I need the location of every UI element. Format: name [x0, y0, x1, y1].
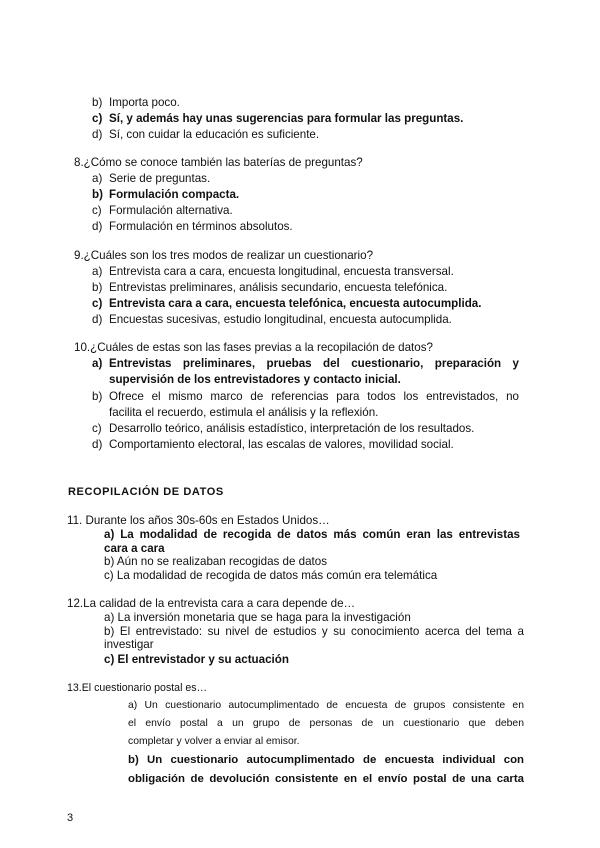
q10-text: 10.¿Cuáles de estas son las fases previas a la recopilación de datos? [74, 341, 433, 354]
q13-option-b-line1: b) Un cuestionario autocumplimentado de encuesta individual con [128, 754, 524, 766]
option-text: Comportamiento electoral, las escalas de valores, movilidad social. [109, 438, 454, 451]
option-text: Formulación en términos absolutos. [109, 220, 293, 233]
q13-option-a-line2: el envío postal a un grupo de personas de un cuestionario que deben [128, 718, 524, 729]
option-letter: a) [92, 357, 103, 370]
q13-option-a-line3: completar y volver a enviar al emisor. [128, 736, 300, 747]
q12-text: 12.La calidad de la entrevista cara a cara depende de… [67, 597, 356, 610]
page-number: 3 [67, 812, 74, 824]
q13-text: 13.El cuestionario postal es… [67, 682, 208, 694]
q11-option-c: c) La modalidad de recogida de datos más común era telemática [104, 569, 438, 582]
option-text: Entrevistas preliminares, análisis secundario, encuesta telefónica. [109, 281, 448, 294]
q9-text: 9.¿Cuáles son los tres modos de realizar un cuestionario? [74, 249, 374, 262]
q11-option-a-line2: cara a cara [104, 542, 165, 555]
option-letter: b) [92, 188, 103, 201]
option-text-line1: Ofrece el mismo marco de referencias para todos los entrevistados, no [109, 390, 519, 403]
option-text: Sí, y además hay unas sugerencias para formular las preguntas. [109, 112, 464, 125]
option-text: Sí, con cuidar la educación es suficiente. [109, 128, 320, 141]
option-text: Entrevista cara a cara, encuesta telefónica, encuesta autocumplida. [109, 297, 482, 310]
option-text: Importa poco. [109, 96, 180, 109]
q12-option-b-line2: investigar [104, 638, 154, 651]
q11-option-a-line1: a) La modalidad de recogida de datos más común eran las entrevistas [104, 528, 520, 541]
option-text: Serie de preguntas. [109, 172, 211, 185]
option-text-line2: supervisión de los entrevistadores y contacto inicial. [109, 373, 401, 386]
option-text: Encuestas sucesivas, estudio longitudinal, encuesta autocumplida. [109, 313, 452, 326]
q8-text: 8.¿Cómo se conoce también las baterías de preguntas? [74, 156, 363, 169]
option-text-line2: facilita el recuerdo, estimula el análisis y la reflexión. [109, 406, 379, 419]
option-text-line1: Entrevistas preliminares, pruebas del cuestionario, preparación y [109, 357, 519, 370]
option-text: Formulación alternativa. [109, 204, 233, 217]
q13-option-a-line1: a) Un cuestionario autocumplimentado de encuesta de grupos consistente en [128, 700, 524, 711]
option-letter: c) [92, 297, 103, 310]
q12-option-b-line1: b) El entrevistado: su nivel de estudios y su conocimiento acerca del tema a [104, 625, 524, 638]
option-letter: d) [92, 313, 103, 326]
option-letter: d) [92, 128, 103, 141]
option-letter: b) [92, 390, 103, 403]
section-heading: RECOPILACIÓN DE DATOS [68, 486, 224, 498]
option-letter: d) [92, 220, 103, 233]
option-letter: c) [92, 112, 103, 125]
option-text: Desarrollo teórico, análisis estadístico, interpretación de los resultados. [109, 422, 475, 435]
q11-option-b: b) Aún no se realizaban recogidas de datos [104, 555, 328, 568]
q12-option-a: a) La inversión monetaria que se haga para la investigación [104, 611, 411, 624]
option-letter: a) [92, 265, 103, 278]
option-text: Formulación compacta. [109, 188, 240, 201]
option-letter: b) [92, 96, 103, 109]
option-letter: c) [92, 422, 102, 435]
option-letter: c) [92, 204, 102, 217]
q12-option-c: c) El entrevistador y su actuación [104, 653, 289, 666]
option-letter: b) [92, 281, 103, 294]
option-text: Entrevista cara a cara, encuesta longitudinal, encuesta transversal. [109, 265, 454, 278]
option-letter: a) [92, 172, 103, 185]
q13-option-b-line2: obligación de devolución consistente en el envío postal de una carta [128, 773, 524, 785]
q11-text: 11. Durante los años 30s-60s en Estados Unidos… [67, 514, 330, 527]
option-letter: d) [92, 438, 103, 451]
